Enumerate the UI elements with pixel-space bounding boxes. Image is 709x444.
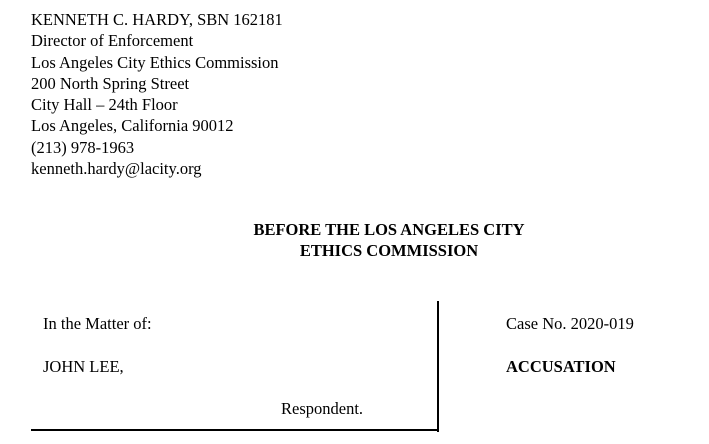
- caption-vertical-divider: [437, 301, 439, 432]
- caption-bottom-divider: [31, 429, 439, 431]
- attorney-phone-line: (213) 978-1963: [31, 137, 135, 157]
- heading-line-1: BEFORE THE LOS ANGELES CITY: [253, 220, 525, 239]
- attorney-title-line: Director of Enforcement: [31, 31, 194, 51]
- attorney-floor-line: City Hall – 24th Floor: [31, 95, 178, 115]
- attorney-info-block: [31, 9, 283, 179]
- attorney-name-line: KENNETH C. HARDY, SBN 162181: [31, 10, 283, 29]
- heading-line-2: ETHICS COMMISSION: [299, 241, 479, 260]
- case-number: Case No. 2020-019: [506, 314, 634, 333]
- attorney-email-line: kenneth.hardy@lacity.org: [31, 159, 202, 179]
- attorney-city-line: Los Angeles, California 90012: [31, 116, 234, 136]
- attorney-street-line: 200 North Spring Street: [31, 73, 190, 93]
- attorney-organization-line: Los Angeles City Ethics Commission: [31, 52, 279, 72]
- respondent-name: JOHN LEE,: [43, 357, 124, 376]
- commission-heading: [0, 219, 709, 261]
- matter-label: In the Matter of:: [43, 314, 152, 333]
- respondent-label: Respondent.: [281, 399, 364, 418]
- document-title: ACCUSATION: [506, 357, 616, 376]
